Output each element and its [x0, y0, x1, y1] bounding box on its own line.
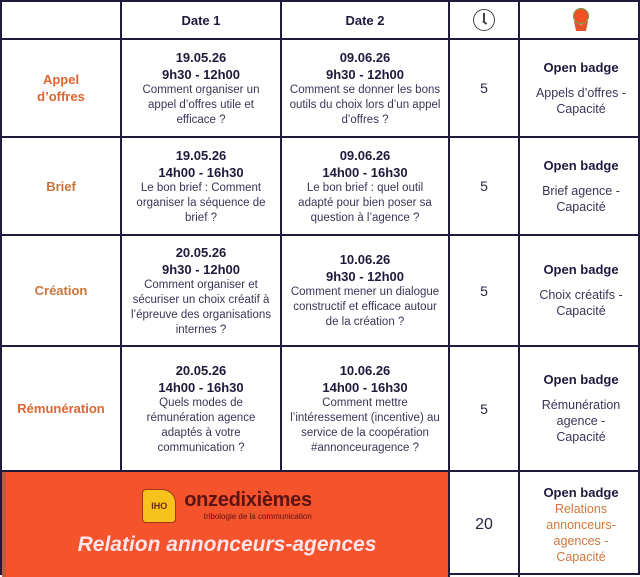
- clock-icon: [473, 9, 495, 31]
- session-time: 9h30 - 12h00: [325, 269, 405, 284]
- session-question: Comment se donner les bons outils du choix lors d’un appel d’offres ?: [289, 83, 441, 126]
- session-time: 14h00 - 16h30: [322, 164, 408, 180]
- badge-cell: [520, 347, 640, 472]
- session-time: 9h30 - 12h00: [161, 66, 241, 82]
- topic-cell: [2, 40, 122, 138]
- brand-name: onzedixièmes: [184, 489, 312, 511]
- logo-mark-icon: IHO: [142, 489, 176, 523]
- session-question: Comment mettre l’intéressement (incentive) au service de la coopération #annonceuragence ?: [290, 396, 440, 454]
- session-date: 19.05.26: [175, 49, 227, 65]
- session-question: Comment mener un dialogue constructif et efficace autour de la création ?: [290, 286, 440, 328]
- session-date2: [282, 40, 450, 138]
- badge-title: Open badge: [543, 157, 619, 173]
- session-date2: [282, 236, 450, 347]
- topic-cell: [2, 347, 122, 472]
- award-ribbon-icon: [572, 8, 590, 32]
- session-date: 20.05.26: [175, 244, 227, 260]
- session-date: 10.06.26: [339, 362, 391, 378]
- session-time: 9h30 - 12h00: [161, 261, 241, 277]
- session-question: Quels modes de rémunération agence adaptés à votre communication ?: [146, 396, 256, 454]
- session-date2: [282, 347, 450, 472]
- brand-tagline: tribologie de la communication: [203, 512, 312, 521]
- header-date1: Date 1: [122, 2, 282, 40]
- badge-title: Open badge: [543, 262, 619, 277]
- session-question: Comment organiser un appel d’offres utile et efficace ?: [142, 83, 260, 126]
- brand-logo: [142, 489, 312, 523]
- session-date: 09.06.26: [339, 147, 391, 163]
- badge-cell: [520, 40, 640, 138]
- total-hours: 20: [450, 472, 520, 577]
- header-empty-cell: [2, 2, 122, 40]
- session-date: 19.05.26: [175, 147, 227, 163]
- program-title: Relation annonceurs-agences: [77, 532, 377, 556]
- session-question: Comment organiser et sécuriser un choix créatif à l’épreuve des organisations internes ?: [130, 278, 271, 336]
- header-date2: Date 2: [282, 2, 450, 40]
- session-date: 10.06.26: [339, 252, 391, 267]
- session-date: 09.06.26: [339, 49, 391, 65]
- duration-hours: 5: [450, 236, 520, 347]
- badge-title: Open badge: [543, 484, 619, 500]
- topic-label: Rémunération: [17, 401, 105, 416]
- total-badge-cell: [520, 472, 640, 577]
- session-time: 14h00 - 16h30: [158, 379, 244, 395]
- session-date1: [122, 40, 282, 138]
- session-time: 14h00 - 16h30: [158, 164, 244, 180]
- topic-label: Brief: [46, 178, 76, 194]
- badge-name: Brief agence - Capacité: [542, 183, 620, 214]
- topic-cell: [2, 236, 122, 347]
- badge-name: Relations annonceurs-agences - Capacité: [546, 501, 616, 564]
- session-date1: [122, 236, 282, 347]
- header-badge: [520, 2, 640, 40]
- session-time: 9h30 - 12h00: [325, 66, 405, 82]
- duration-hours: 5: [450, 40, 520, 138]
- badge-cell: [520, 138, 640, 236]
- session-question: Le bon brief : quel outil adapté pour bien poser sa question à l’agence ?: [298, 181, 432, 224]
- badge-name: Appels d’offres - Capacité: [535, 85, 627, 116]
- session-date2: [282, 138, 450, 236]
- header-duration: [450, 2, 520, 40]
- badge-cell: [520, 236, 640, 347]
- session-time: 14h00 - 16h30: [322, 379, 408, 395]
- session-date: 20.05.26: [175, 362, 227, 378]
- duration-hours: 5: [450, 138, 520, 236]
- session-date1: [122, 138, 282, 236]
- program-banner: [2, 472, 450, 577]
- duration-hours: 5: [450, 347, 520, 472]
- badge-name: Choix créatifs - Capacité: [539, 288, 623, 318]
- session-question: Le bon brief : Comment organiser la séquence de brief ?: [136, 181, 266, 224]
- badge-title: Open badge: [543, 59, 619, 75]
- topic-label: Création: [34, 283, 88, 298]
- badge-name: Rémunération agence - Capacité: [541, 398, 621, 444]
- badge-title: Open badge: [543, 372, 619, 387]
- topic-cell: [2, 138, 122, 236]
- session-date1: [122, 347, 282, 472]
- topic-label: Appel d’offres: [37, 72, 85, 104]
